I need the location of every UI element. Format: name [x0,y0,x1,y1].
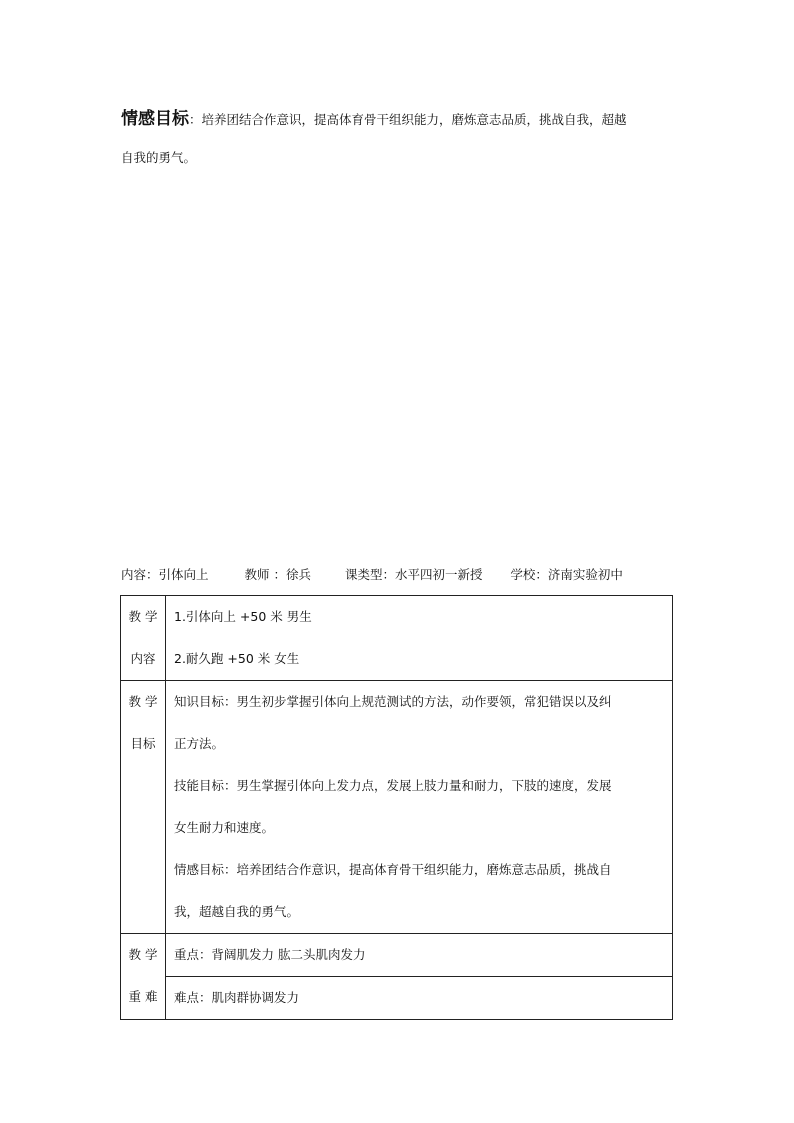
goal-heading: 情感目标 [121,109,189,129]
content-cell [166,596,673,681]
lesson-info-line [121,564,681,586]
goals-line: 技能目标：男生掌握引体向上发力点，发展上肢力量和耐力，下肢的速度，发展 [174,778,612,793]
goals-line: 正方法。 [174,736,225,751]
goal-line-1 [121,105,681,133]
table-row-content [121,596,673,681]
goals-cell [166,681,673,934]
lesson-table [120,595,673,1020]
goals-line: 我，超越自我的勇气。 [174,904,300,919]
info-teacher: 教师 ：徐兵 [244,567,311,582]
label-goals: 教 学 目标 [121,681,166,934]
goals-line: 情感目标：培养团结合作意识，提高体育骨干组织能力，磨炼意志品质，挑战自 [174,862,612,877]
label-content: 教 学 内容 [121,596,166,681]
label-difficulty: 教 学 重 难 [121,934,166,1020]
goals-line: 知识目标：男生初步掌握引体向上规范测试的方法，动作要领，常犯错误以及纠 [174,694,612,709]
table-row-key-point [121,934,673,977]
table-row-goals [121,681,673,934]
goals-line: 女生耐力和速度。 [174,820,275,835]
difficult-point-cell: 难点：肌肉群协调发力 [166,977,673,1020]
content-line-2: 2.耐久跑 +50 米 女生 [174,651,300,666]
goal-line-2: 自我的勇气。 [121,150,197,165]
info-school: 学校：济南实验初中 [510,567,623,582]
table-row-difficult-point [121,977,673,1020]
key-point-cell: 重点：背阔肌发力 肱二头肌肉发力 [166,934,673,977]
content-line-1: 1.引体向上 +50 米 男生 [174,609,312,624]
info-lesson-type: 课类型：水平四初一新授 [344,567,483,582]
info-content: 内容：引体向上 [121,567,209,582]
goal-text: ：培养团结合作意识，提高体育骨干组织能力，磨炼意志品质，挑战自我，超越 [189,112,627,127]
